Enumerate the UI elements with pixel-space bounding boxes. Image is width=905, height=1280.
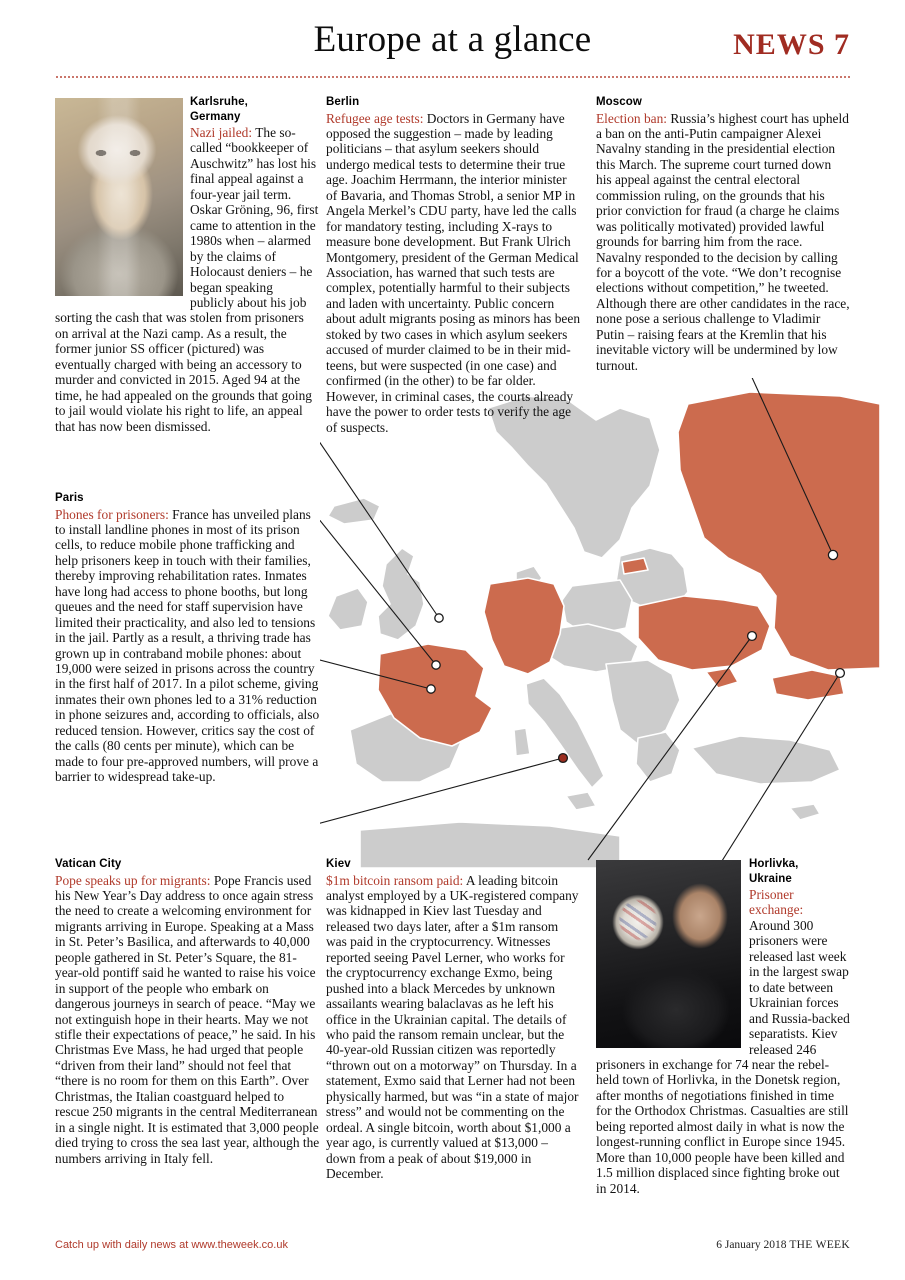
- story-horlivka-place-line1: Horlivka,: [749, 858, 799, 870]
- story-vatican-kicker: Pope speaks up for migrants:: [55, 872, 211, 888]
- story-kiev: [326, 858, 581, 1182]
- header-divider: [55, 76, 850, 78]
- map-country-crimea: [706, 668, 738, 688]
- story-berlin: [326, 96, 581, 435]
- map-country-germany: [484, 578, 564, 674]
- masthead: [55, 18, 850, 80]
- marker-paris[interactable]: [427, 685, 435, 693]
- story-berlin-body: Doctors in Germany have opposed the suggestion – made by leading politicians – that asylum seekers should undergo medical tests to determine their true age. Joachim Herrmann, the interior minister of Bavaria, and Thomas Strobl, a senior MP in Angela Merkel’s CDU party, have led the calls for mandatory testing, including X-rays to measure bone development. But Frank Ulrich Montgomery, president of the German Medical Association, has warned that such tests are complex, potentially harmful to their subjects and laden with uncertainty. Public concern about adult migrants posing as minors has been stoked by two cases in which asylum seekers accused of murder claimed to be in their mid-teens, but were suspected (in one case) and confirmed (in the other) to be far older. However, in criminal cases, the courts already have the power to order tests to verify the age of suspects.: [326, 110, 581, 435]
- story-karlsruhe-body: The so-called “bookkeeper of Auschwitz” has lost his final appeal against a four-year jail term. Oskar Gröning, 96, first came to attention in the 1980s when – alarmed by the claims of Holocaust deniers – he began speaking publicly about his job sorting the cash that was stolen from prisoners on arrival at the Nazi camp. As a result, the former junior SS officer (pictured) was eventually charged with being an accessory to murder and convicted in 2015. Aged 94 at the time, he had appealed on the grounds that going to jail would violate his right to life, an appeal that has now been dismissed.: [55, 125, 319, 434]
- marker-karlsruhe[interactable]: [435, 614, 443, 622]
- footer-promo-link[interactable]: Catch up with daily news at www.theweek.co.uk: [55, 1239, 288, 1251]
- prisoner-exchange-hug-photo: [596, 860, 741, 1048]
- marker-vatican[interactable]: [559, 754, 568, 763]
- story-moscow: [596, 96, 850, 373]
- map-country-russia-south: [772, 670, 844, 700]
- footer-issue-info: [716, 1239, 850, 1251]
- story-vatican-place: Vatican City: [55, 858, 122, 870]
- marker-berlin[interactable]: [432, 661, 440, 669]
- story-berlin-kicker: Refugee age tests:: [326, 110, 424, 126]
- story-karlsruhe-place-line1: Karlsruhe,: [190, 96, 248, 108]
- story-paris-text: [55, 507, 320, 785]
- story-paris-kicker: Phones for prisoners:: [55, 506, 169, 522]
- europe-map: [320, 378, 880, 868]
- story-paris: [55, 492, 320, 785]
- story-karlsruhe-place-line2: Germany: [190, 110, 241, 123]
- section-label: NEWS 7: [733, 28, 850, 61]
- story-horlivka-kicker-line1: Prisoner: [749, 887, 794, 902]
- story-paris-body: France has unveiled plans to install landline phones in most of its prison cells, to reduce mobile phone trafficking and help prisoners keep in touch with their families, thereby improving rehabilitation rates. Inmates have long had access to phone booths, but long queues and the need for staff supervision have limited their practicality, and also led to tensions in the jail. Partly as a result, a thriving trade has grown up in contraband mobile phones: about 19,000 were seized in prisons across the country in the first half of 2017. In a pilot scheme, giving inmates their own phones led to a 31% reduction in phone seizures and, according to officials, also reduced tension. However, critics say the cost of the calls (80 cents per minute), which can be made to four pre-approved numbers, will prove a barrier to widespread take-up.: [55, 506, 320, 785]
- story-horlivka-place-line2: Ukraine: [749, 872, 792, 885]
- story-kiev-kicker: $1m bitcoin ransom paid:: [326, 872, 464, 888]
- story-paris-place: Paris: [55, 492, 84, 504]
- story-horlivka: [596, 858, 850, 1196]
- story-moscow-text: [596, 111, 850, 374]
- footer-publication: THE WEEK: [789, 1239, 850, 1251]
- story-moscow-kicker: Election ban:: [596, 110, 668, 126]
- story-horlivka-text: [596, 858, 850, 1196]
- story-karlsruhe-text: [55, 96, 320, 434]
- story-horlivka-kicker-line2: exchange:: [749, 902, 804, 918]
- story-moscow-body: Russia’s highest court has upheld a ban on the anti-Putin campaigner Alexei Navalny standing in the presidential election this March. The supreme court turned down his appeal against the central electoral commission ruling, on the grounds that his prior conviction for fraud (a charge he claims was politically motivated) provided lawful grounds for barring him from the race. Navalny responded to the decision by calling for a boycott of the vote. “We don’t recognise elections without competition,” he tweeted. Although there are other candidates in the race, none pose a serious challenge to Vladimir Putin – raising fears at the Kremlin that his inevitable victory will be undermined by low turnout.: [596, 110, 850, 373]
- story-berlin-place: Berlin: [326, 96, 360, 108]
- page-title: Europe at a glance: [313, 19, 592, 60]
- story-kiev-text: [326, 873, 581, 1182]
- story-kiev-place: Kiev: [326, 858, 351, 870]
- story-karlsruhe: [55, 96, 320, 434]
- marker-kiev[interactable]: [748, 632, 757, 641]
- story-vatican: [55, 858, 320, 1166]
- marker-moscow[interactable]: [828, 550, 837, 559]
- story-moscow-place: Moscow: [596, 96, 642, 108]
- story-horlivka-body: Around 300 prisoners were released last week in the largest swap to date between Ukrainian forces and Russia-backed separatists. Kiev released 246 prisoners in exchange for 74 near the rebel-held town of Horlivka, in the Donetsk region, after months of negotiations finished in time for the Orthodox Christmas. Casualties are still being reported almost daily in what is now the longest-running conflict in Europe since 1945. More than 10,000 people have been killed and 1.5 million displaced since fighting broke out in 2014.: [596, 917, 850, 1196]
- story-kiev-body: A leading bitcoin analyst employed by a UK-registered company was kidnapped in Kiev last Tuesday and released two days later, after a $1m ransom was paid in the cryptocurrency. Witnesses reported seeing Pavel Lerner, who works for the cryptocurrency exchange Exmo, being pushed into a black Mercedes by unknown assailants wearing balaclavas as he left his office in the Ukrainian capital. The details of who paid the ransom remain unclear, but the 40-year-old Russian citizen was reportedly “thrown out on a motorway” on Thursday. In a statement, Exmo said that Lerner had not been physically harmed, but was “in a state of major stress” and would not be commenting on the ordeal. A single bitcoin, worth about $1,000 a year ago, is currently valued at $13,000 – down from a peak of about $19,000 in December.: [326, 872, 579, 1182]
- marker-horlivka[interactable]: [836, 669, 845, 678]
- footer-date: 6 January 2018: [716, 1239, 787, 1251]
- story-vatican-text: [55, 873, 320, 1167]
- oskar-groening-photo: [55, 98, 183, 296]
- story-vatican-body: Pope Francis used his New Year’s Day address to once again stress the need to create a welcoming environment for migrants arriving in Europe. Speaking at a Mass in St. Peter’s Basilica, and afterwards to 40,000 people gathered in St. Peter’s Square, the 81-year-old pontiff said he wanted to raise his voice in support of the people who embark on dangerous journeys in search of peace. “May we not extinguish hope in their hearts. May we not stifle their expectations of peace,” he said. In his Christmas Eve Mass, he had urged that people “driven from their land” should not feel that “there is no room for them on this Earth”. Over Christmas, the Italian coastguard helped to rescue 250 migrants in the central Mediterranean in a single night. It is estimated that 3,000 people died trying to cross the sea last year, although the numbers arriving in Italy fell.: [55, 872, 320, 1166]
- map-svg: [320, 378, 880, 868]
- story-berlin-text: [326, 111, 581, 436]
- page-footer: [55, 1239, 850, 1257]
- story-karlsruhe-kicker: Nazi jailed:: [190, 125, 253, 140]
